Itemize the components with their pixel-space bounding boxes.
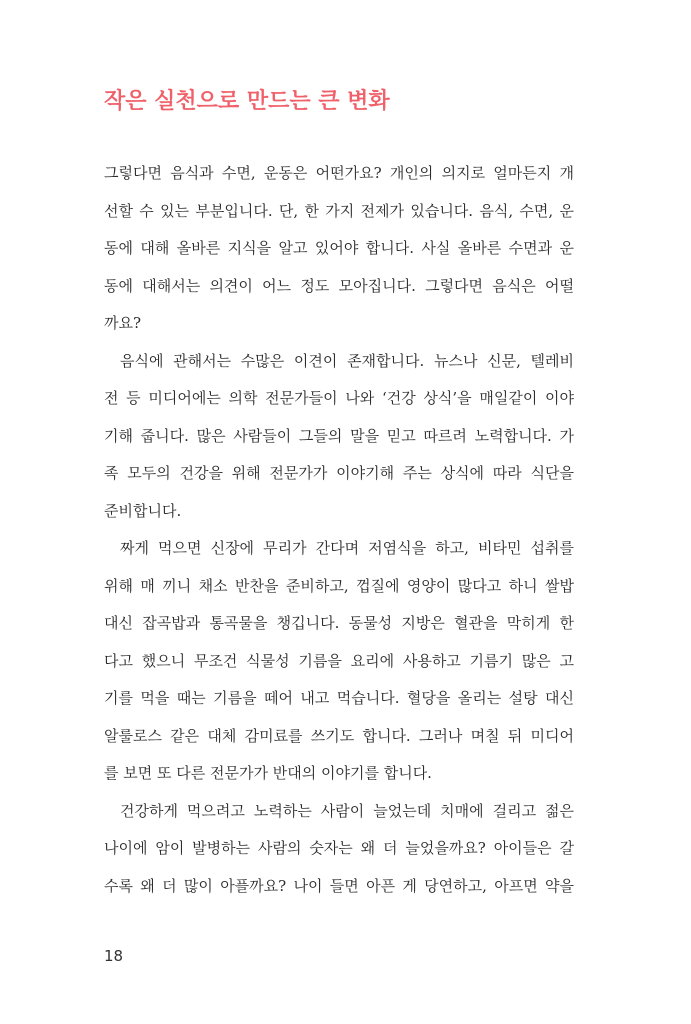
text-line: 다고 했으니 무조건 식물성 기름을 요리에 사용하고 기름기 많은 고 xyxy=(104,651,574,670)
text-line: 그렇다면 음식과 수면, 운동은 어떤가요? 개인의 의지로 얼마든지 개 xyxy=(104,164,574,182)
text-line: 위해 매 끼니 채소 반찬을 준비하고, 껍질에 영양이 많다고 하니 쌀밥 xyxy=(104,576,574,595)
text-line: 건강하게 먹으려고 노력하는 사람이 늘었는데 치매에 걸리고 젊은 xyxy=(120,801,574,820)
text-line: 동에 대해 올바른 지식을 알고 있어야 합니다. 사실 올바른 수면과 운 xyxy=(104,239,574,257)
text-line: 준비합니다. xyxy=(104,501,182,520)
paragraph-3 xyxy=(104,530,574,793)
text-line: 선할 수 있는 부분입니다. 단, 한 가지 전제가 있습니다. 음식, 수면, 운 xyxy=(104,201,574,220)
page-number: 18 xyxy=(104,947,124,965)
text-line: 음식에 관해서는 수많은 이견이 존재합니다. 뉴스나 신문, 텔레비 xyxy=(120,351,574,370)
text-line: 동에 대해서는 의견이 어느 정도 모아집니다. 그렇다면 음식은 어떨 xyxy=(104,276,574,295)
text-line: 대신 잡곡밥과 통곡물을 챙깁니다. 동물성 지방은 혈관을 막히게 한 xyxy=(104,614,574,632)
text-line: 수록 왜 더 많이 아플까요? 나이 들면 아픈 게 당연하고, 아프면 약을 xyxy=(104,876,574,895)
paragraph-2 xyxy=(104,343,574,531)
body-text xyxy=(104,155,574,905)
text-line: 기를 먹을 때는 기름을 떼어 내고 먹습니다. 혈당을 올리는 설탕 대신 xyxy=(104,689,574,707)
text-line: 나이에 암이 발병하는 사람의 숫자는 왜 더 늘었을까요? 아이들은 갈 xyxy=(104,839,574,857)
text-line: 짜게 먹으면 신장에 무리가 간다며 저염식을 하고, 비타민 섭취를 xyxy=(120,539,574,557)
paragraph-4 xyxy=(104,793,574,906)
text-line: 기해 줍니다. 많은 사람들이 그들의 말을 믿고 따르려 노력합니다. 가 xyxy=(104,426,574,445)
text-line: 를 보면 또 다른 전문가가 반대의 이야기를 합니다. xyxy=(104,764,432,782)
text-line: 까요? xyxy=(104,314,142,332)
text-line: 족 모두의 건강을 위해 전문가가 이야기해 주는 상식에 따라 식단을 xyxy=(104,464,574,482)
paragraph-1 xyxy=(104,155,574,343)
text-line: 알룰로스 같은 대체 감미료를 쓰기도 합니다. 그러나 며칠 뒤 미디어 xyxy=(104,726,574,745)
section-heading: 작은 실천으로 만드는 큰 변화 xyxy=(104,89,390,114)
text-line: 전 등 미디어에는 의학 전문가들이 나와 ‘건강 상식’을 매일같이 이야 xyxy=(104,389,574,407)
